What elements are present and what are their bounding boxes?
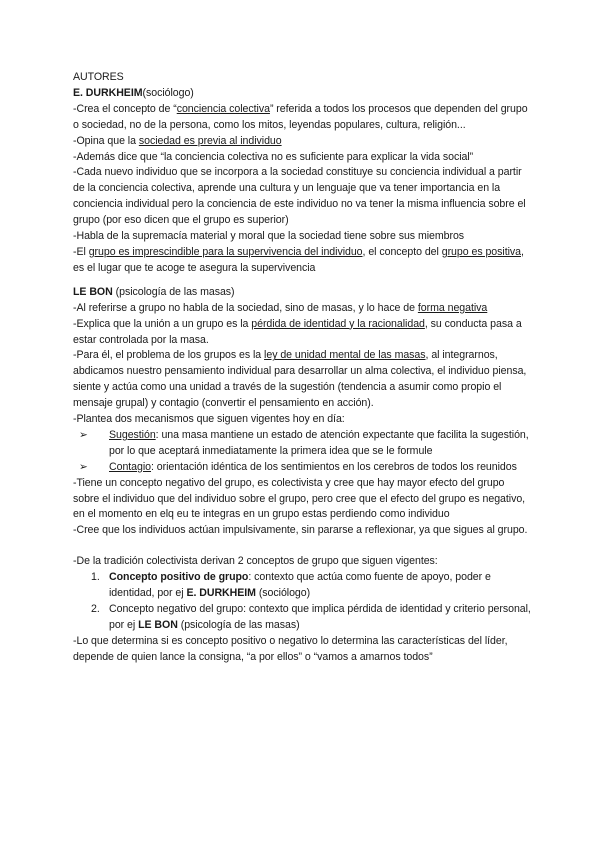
paragraph: -Crea el concepto de “conciencia colectiva” referida a todos los procesos que dependen del grupo o sociedad, no de la persona, como los mitos, leyendas populares, cultura, religión... (73, 102, 528, 131)
underlined-term: Sugestión (109, 428, 156, 441)
paragraph: -Además dice que “la conciencia colectiva no es suficiente para explicar la vida social” (73, 150, 474, 163)
underlined-term: ley de unidad mental de las masas (264, 349, 426, 362)
document-page (73, 70, 533, 666)
paragraph: -Cree que los individuos actúan impulsivamente, sin pararse a reflexionar, ya que sigues al grupo. (73, 524, 528, 537)
author-name: LE BON (138, 618, 178, 631)
paragraph: -Cada nuevo individuo que se incorpora a la sociedad constituye su conciencia individual a partir de la conciencia colectiva, aprende una cultura y un lenguaje que va tener importancia en la conciencia individual pero la conciencia de este individuo no va tener la misma influencia sobre el grupo (por eso dicen que el grupo es superior) (73, 166, 526, 227)
list-item: 1. Concepto positivo de grupo: contexto que actúa como fuente de apoyo, poder e identidad, por ej E. DURKHEIM (sociólogo) (91, 571, 491, 600)
list-number: 2. (91, 603, 100, 615)
paragraph: -De la tradición colectivista derivan 2 conceptos de grupo que siguen vigentes: (73, 555, 438, 568)
paragraph: -Al referirse a grupo no habla de la sociedad, sino de masas, y lo hace de forma negativa (73, 301, 488, 314)
underlined-term: forma negativa (417, 301, 488, 314)
list-item: ➢ Contagio: orientación idéntica de los sentimientos en los cerebros de todos los reunidos (73, 460, 533, 476)
section-heading: AUTORES (73, 71, 124, 83)
list-item: 2. Concepto negativo del grupo: contexto que implica pérdida de identidad y criterio personal, por ej LE BON (psicología de las masas) (91, 603, 531, 631)
concept-list (73, 570, 533, 634)
arrow-bullet-icon: ➢ (79, 428, 88, 441)
paragraph: -Para él, el problema de los grupos es la ley de unidad mental de las masas, al integrarnos, abdicamos nuestro pensamiento individual para desarrollar un alma colectiva, el individuo piensa, siente y actúa como una unidad a través de la sugestión (tendencia a asumir como propio el mensaje grupal) y contagio (convertir el pensamiento en acción). (73, 349, 527, 410)
paragraph: -Explica que la unión a un grupo es la pérdida de identidad y la racionalidad, su conducta pasa a estar controlada por la masa. (73, 317, 522, 346)
paragraph: -Opina que la sociedad es previa al individuo (73, 134, 282, 147)
author-name: E. DURKHEIM (73, 86, 143, 99)
author-name: LE BON (73, 285, 113, 298)
paragraph: -El grupo es imprescindible para la supervivencia del individuo, el concepto del grupo es positiva, es el lugar que te acoge te asegura la supervivencia (73, 245, 524, 274)
paragraph: -Tiene un concepto negativo del grupo, es colectivista y cree que hay mayor efecto del grupo sobre el individuo que del individuo sobre el grupo, pero cree que el efecto del grupo es negativo, en el momento en elq eu te integras en un grupo estas perdiendo como individuo (73, 476, 526, 521)
paragraph: -Plantea dos mecanismos que siguen vigentes hoy en día: (73, 413, 345, 426)
author-name: E. DURKHEIM (186, 587, 256, 600)
underlined-term: pérdida de identidad y la racionalidad (251, 317, 425, 330)
author-title-durkheim: E. DURKHEIM(sociólogo) (73, 86, 194, 99)
mechanism-list (73, 428, 533, 476)
list-number: 1. (91, 571, 100, 584)
author-title-lebon: LE BON (psicología de las masas) (73, 285, 235, 298)
arrow-bullet-icon: ➢ (79, 460, 88, 473)
underlined-term: Contagio (109, 460, 152, 473)
list-item: ➢ Sugestión: una masa mantiene un estado de atención expectante que facilita la sugestión, por lo que aceptará inmediatamente la primera idea que se le formule (79, 428, 529, 457)
underlined-term: grupo es positiva (441, 245, 521, 258)
underlined-term: grupo es imprescindible para la supervivencia del individuo (88, 245, 363, 258)
paragraph: -Habla de la supremacía material y moral que la sociedad tiene sobre sus miembros (73, 230, 465, 243)
underlined-term: conciencia colectiva (176, 102, 270, 115)
paragraph: -Lo que determina si es concepto positivo o negativo lo determina las características del líder, depende de quien lance la consigna, “a por ellos” o “vamos a amarnos todos” (73, 634, 508, 663)
bold-term: Concepto positivo de grupo (109, 571, 249, 584)
underlined-term: sociedad es previa al individuo (138, 134, 282, 147)
